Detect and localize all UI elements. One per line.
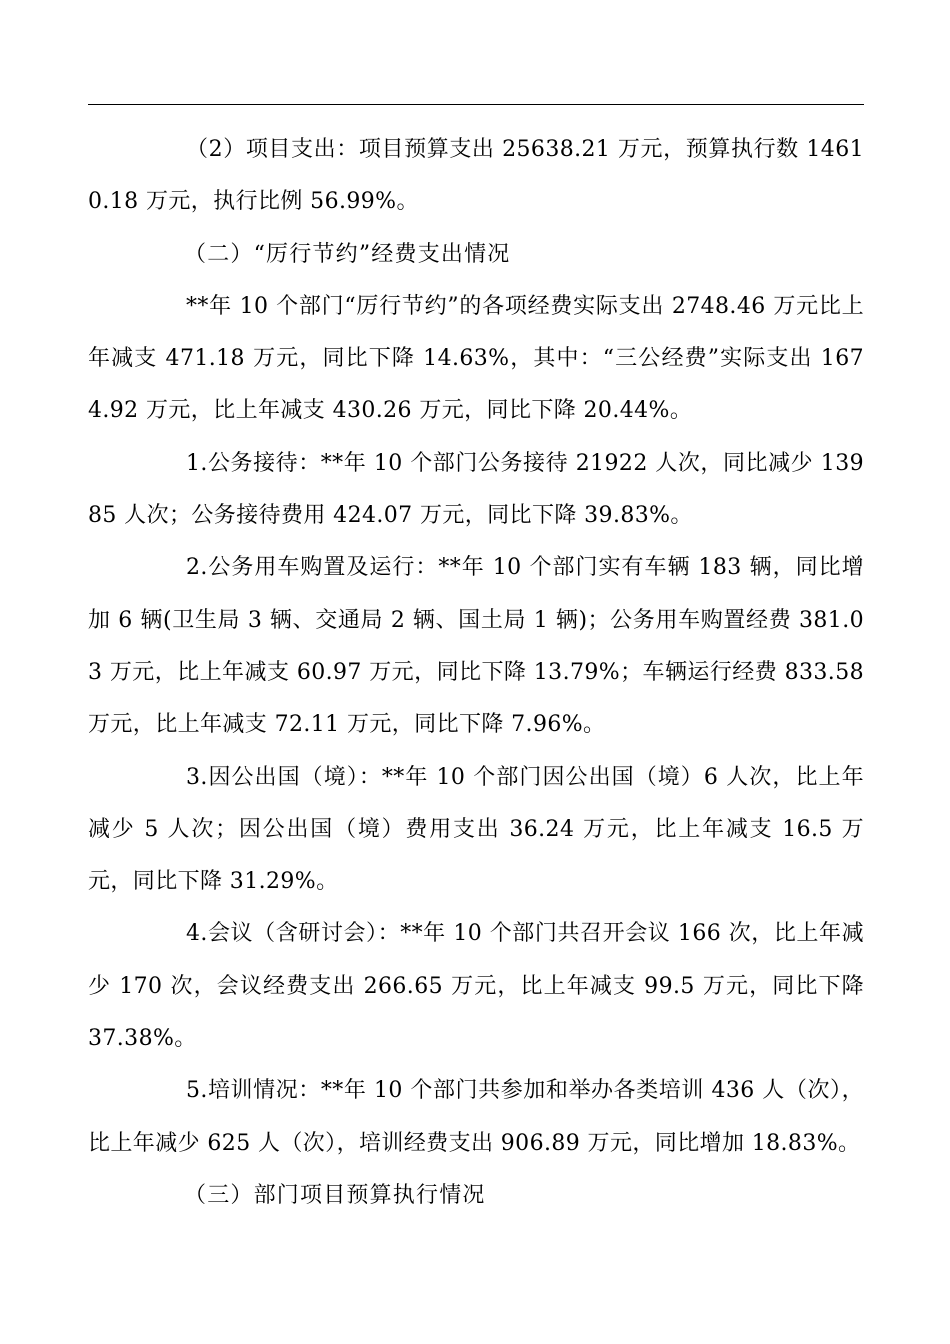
header-rule	[88, 104, 864, 105]
paragraph-official-vehicles: 2.公务用车购置及运行：**年 10 个部门实有车辆 183 辆，同比增加 6 辆(卫生局 3 辆、交通局 2 辆、国土局 1 辆)；公务用车购置经费 381.03 万元，比上年减支 60.97 万元，同比下降 13.79%；车辆运行经费 833.58 万元，比上年减支 72.11 万元，同比下降 7.96%。	[88, 555, 864, 738]
paragraph-training: 5.培训情况：**年 10 个部门共参加和举办各类培训 436 人（次），比上年减少 625 人（次），培训经费支出 906.89 万元，同比增加 18.83%。	[88, 1078, 864, 1156]
section-heading-frugality: （二）“厉行节约”经费支出情况	[184, 241, 511, 267]
paragraph-frugality-summary: **年 10 个部门“厉行节约”的各项经费实际支出 2748.46 万元比上年减支 471.18 万元，同比下降 14.63%，其中：“三公经费”实际支出 1674.92 万元，比上年减支 430.26 万元，同比下降 20.44%。	[88, 293, 864, 424]
section-heading-project-budget: （三）部门项目预算执行情况	[184, 1182, 486, 1208]
paragraph-official-reception: 1.公务接待：**年 10 个部门公务接待 21922 人次，同比减少 13985 人次；公务接待费用 424.07 万元，同比下降 39.83%。	[88, 450, 864, 529]
paragraph-meetings: 4.会议（含研讨会）：**年 10 个部门共召开会议 166 次，比上年减少 170 次，会议经费支出 266.65 万元，比上年减支 99.5 万元，同比下降 37.38%。	[88, 921, 864, 1052]
document-body	[88, 124, 864, 1222]
paragraph-overseas-travel: 3.因公出国（境）：**年 10 个部门因公出国（境）6 人次，比上年减少 5 人次；因公出国（境）费用支出 36.24 万元，比上年减支 16.5 万元，同比下降 31.29%。	[88, 764, 864, 895]
paragraph-project-expenditure: （2）项目支出：项目预算支出 25638.21 万元，预算执行数 14610.18 万元，执行比例 56.99%。	[88, 137, 864, 215]
